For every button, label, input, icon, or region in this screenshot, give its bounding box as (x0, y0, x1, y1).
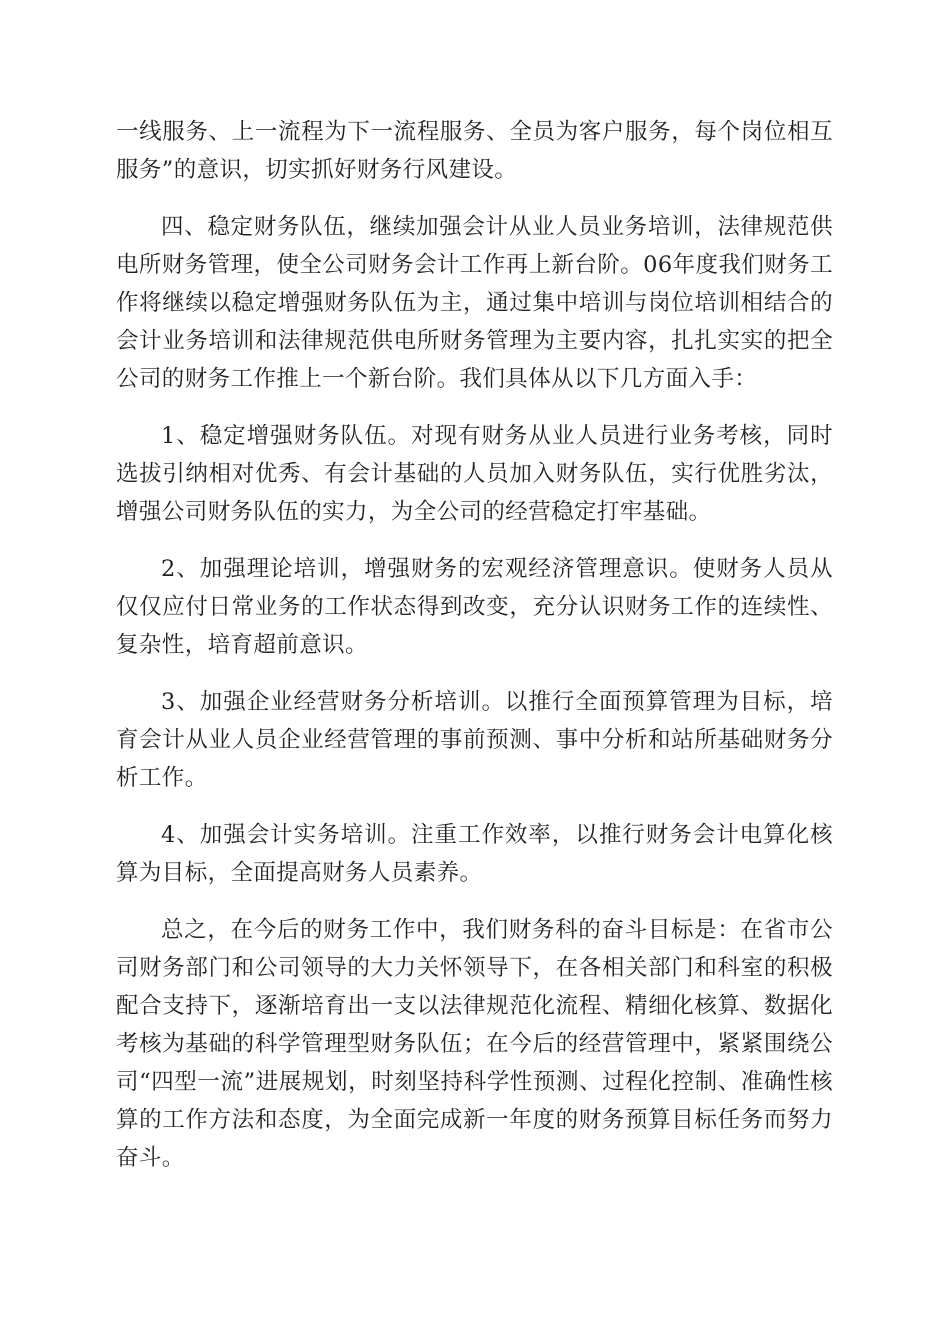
paragraph-item-2: 2、加强理论培训，增强财务的宏观经济管理意识。使财务人员从仅仅应付日常业务的工作状态得到改变，充分认识财务工作的连续性、复杂性，培育超前意识。 (116, 556, 833, 658)
paragraph-continuation: 一线服务、上一流程为下一流程服务、全员为客户服务，每个岗位相互服务”的意识，切实抓好财务行风建设。 (116, 119, 833, 183)
paragraph-section-four: 四、稳定财务队伍，继续加强会计从业人员业务培训，法律规范供电所财务管理，使全公司财务会计工作再上新台阶。06年度我们财务工作将继续以稳定增强财务队伍为主，通过集中培训与岗位培训相结合的会计业务培训和法律规范供电所财务管理为主要内容，扎扎实实的把全公司的财务工作推上一个新台阶。我们具体从以下几方面入手： (116, 214, 833, 392)
paragraph-item-4: 4、加强会计实务培训。注重工作效率，以推行财务会计电算化核算为目标，全面提高财务人员素养。 (116, 822, 833, 886)
paragraph-item-3: 3、加强企业经营财务分析培训。以推行全面预算管理为目标，培育会计从业人员企业经营管理的事前预测、事中分析和站所基础财务分析工作。 (116, 689, 833, 791)
paragraph-item-1: 1、稳定增强财务队伍。对现有财务从业人员进行业务考核，同时选拔引纳相对优秀、有会计基础的人员加入财务队伍，实行优胜劣汰，增强公司财务队伍的实力，为全公司的经营稳定打牢基础。 (116, 423, 833, 525)
document-body (116, 113, 833, 1196)
paragraph-conclusion: 总之，在今后的财务工作中，我们财务科的奋斗目标是：在省市公司财务部门和公司领导的大力关怀领导下，在各相关部门和科室的积极配合支持下，逐渐培育出一支以法律规范化流程、精细化核算、数据化考核为基础的科学管理型财务队伍；在今后的经营管理中，紧紧围绕公司“四型一流”进展规划，时刻坚持科学性预测、过程化控制、准确性核算的工作方法和态度，为全面完成新一年度的财务预算目标任务而努力奋斗。 (116, 917, 833, 1171)
